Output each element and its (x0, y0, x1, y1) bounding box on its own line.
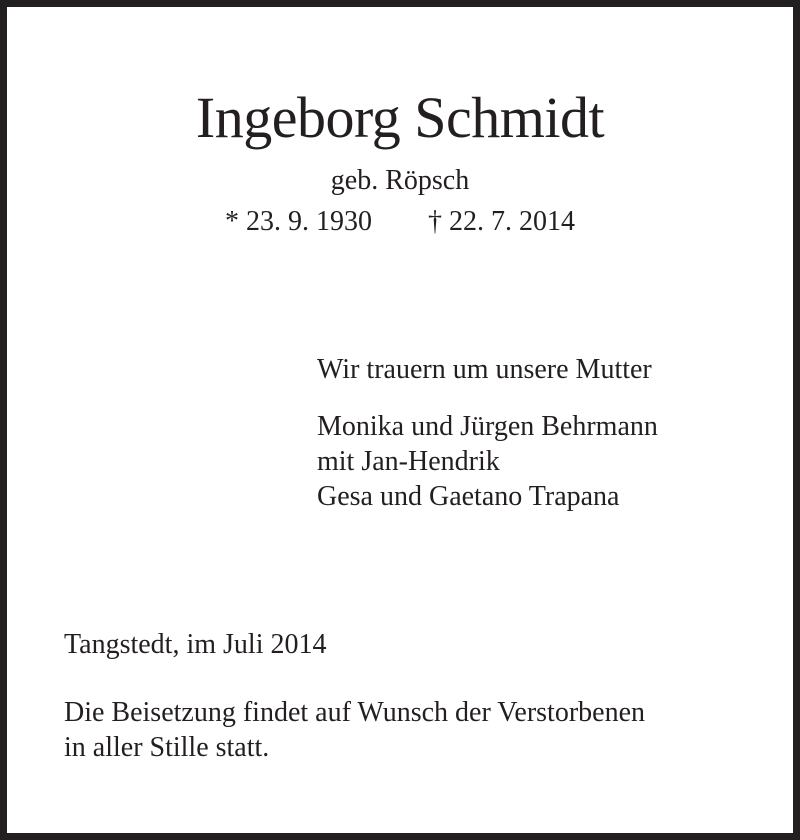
death-date: † 22. 7. 2014 (428, 206, 575, 237)
maiden-name: geb. Röpsch (330, 165, 470, 196)
family-member: Monika und Jürgen Behrmann (317, 411, 658, 442)
family-list (317, 409, 658, 514)
deceased-name: Ingeborg Schmidt (195, 85, 605, 150)
family-member: Gesa und Gaetano Trapana (317, 481, 620, 512)
life-dates (7, 204, 793, 240)
mourning-line: Wir trauern um unsere Mutter (317, 354, 652, 385)
burial-note-line: in aller Stille statt. (64, 732, 270, 763)
burial-note (64, 695, 645, 765)
burial-note-line: Die Beisetzung findet auf Wunsch der Verstorbenen (64, 697, 645, 728)
obituary-notice (7, 7, 793, 833)
birth-date: * 23. 9. 1930 (225, 206, 372, 237)
place-date: Tangstedt, im Juli 2014 (64, 629, 327, 660)
family-member: mit Jan-Hendrik (317, 446, 500, 477)
